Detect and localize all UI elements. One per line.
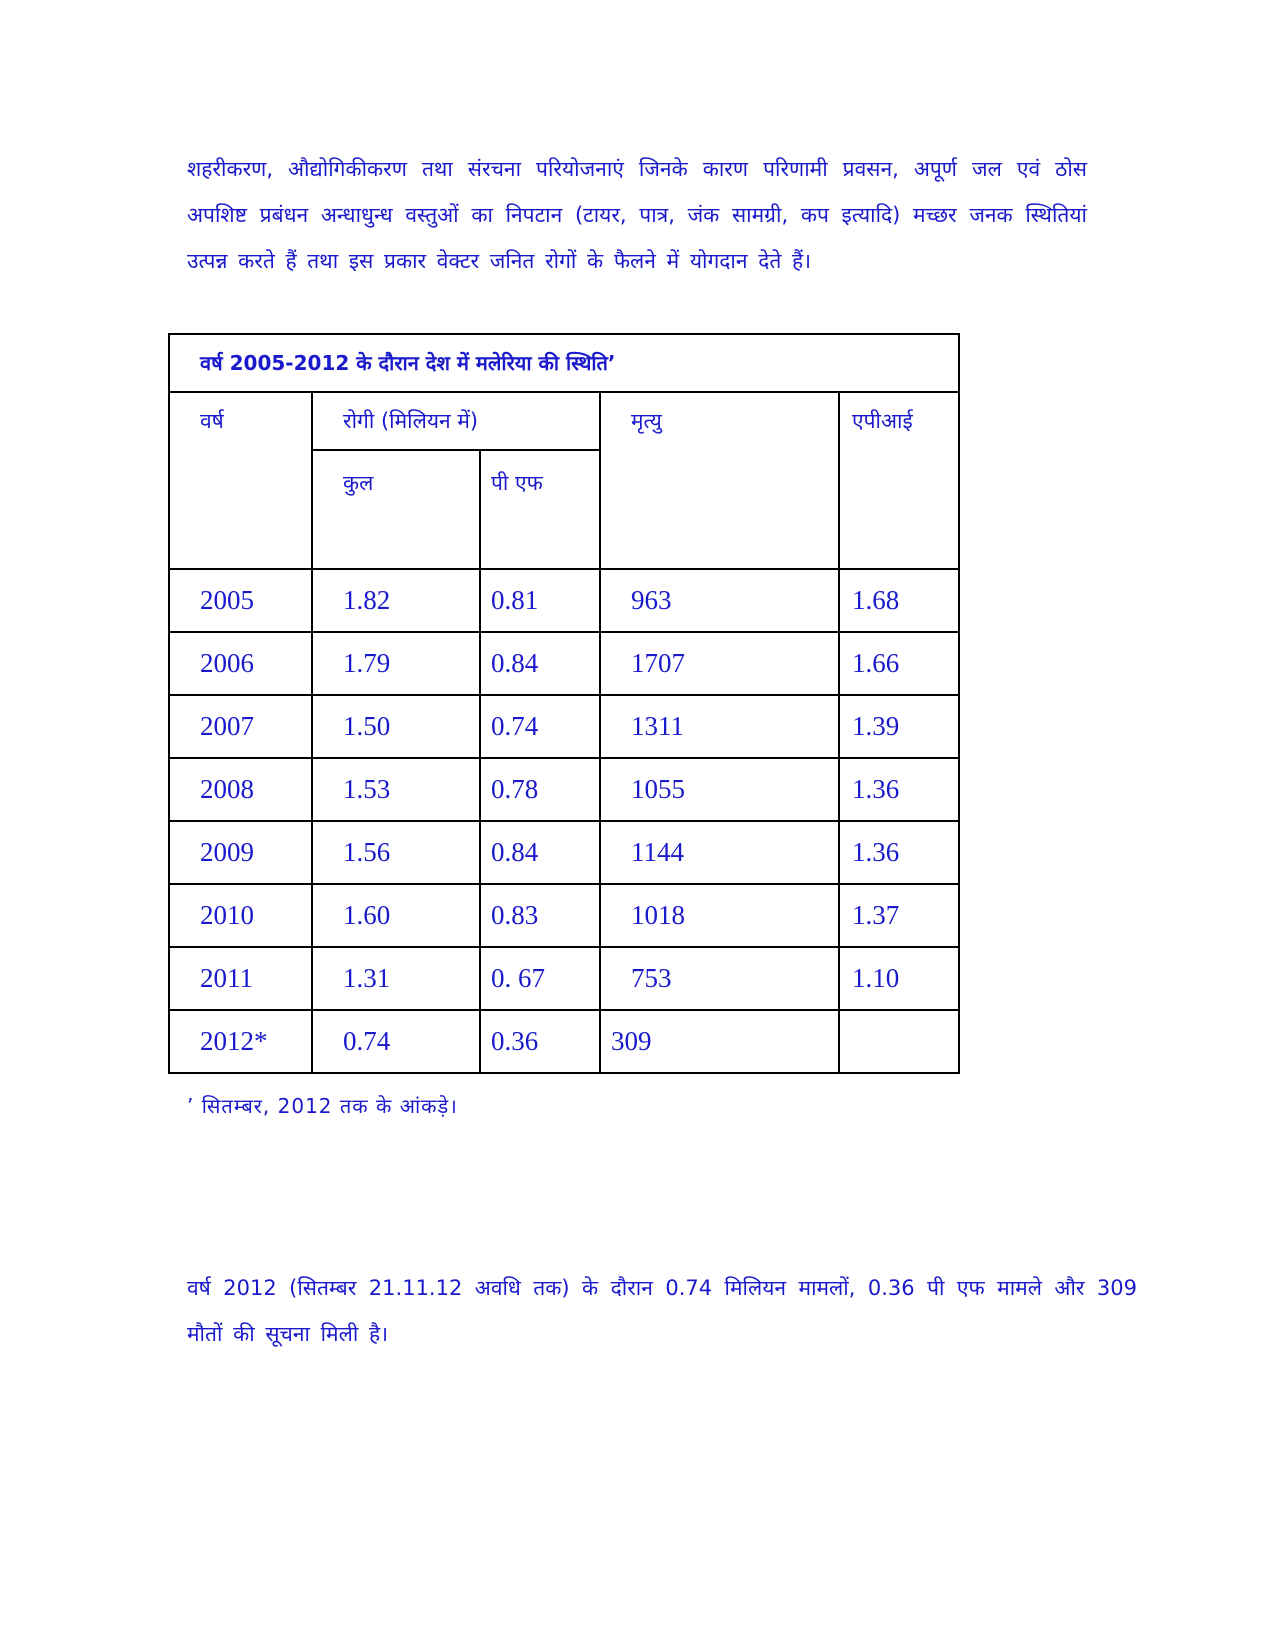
malaria-status-table: [168, 333, 960, 1074]
table-row: [169, 695, 959, 758]
cell-api: 1.37: [839, 884, 959, 947]
cell-pf: 0. 67: [480, 947, 600, 1010]
cell-deaths: 1055: [600, 758, 839, 821]
cell-deaths: 1707: [600, 632, 839, 695]
cell-deaths: 1311: [600, 695, 839, 758]
table-row: [169, 632, 959, 695]
header-api: एपीआई: [839, 392, 959, 569]
table-row: [169, 569, 959, 632]
cell-year: 2007: [169, 695, 312, 758]
cell-api: 1.36: [839, 758, 959, 821]
cell-deaths: 1018: [600, 884, 839, 947]
cell-pf: 0.84: [480, 821, 600, 884]
cell-api: [839, 1010, 959, 1073]
header-deaths: मृत्यु: [600, 392, 839, 569]
header-patients: रोगी (मिलियन में): [312, 392, 600, 450]
cell-year: 2009: [169, 821, 312, 884]
intro-paragraph: शहरीकरण, औद्योगिकीकरण तथा संरचना परियोजनाएं जिनके कारण परिणामी प्रवसन, अपूर्ण जल एवं ठोस अपशिष्ट प्रबंधन अन्धाधुन्ध वस्तुओं का निपटान (टायर, पात्र, जंक सामग्री, कप इत्यादि) मच्छर जनक स्थितियां उत्पन्न करते हैं तथा इस प्रकार वेक्टर जनित रोगों के फैलने में योगदान देते हैं।: [187, 157, 1087, 273]
cell-year: 2011: [169, 947, 312, 1010]
cell-total: 1.31: [312, 947, 480, 1010]
cell-year: 2008: [169, 758, 312, 821]
cell-year: 2005: [169, 569, 312, 632]
table-row: [169, 758, 959, 821]
table-row: [169, 947, 959, 1010]
cell-api: 1.10: [839, 947, 959, 1010]
summary-paragraph: वर्ष 2012 (सितम्बर 21.11.12 अवधि तक) के दौरान 0.74 मिलियन मामलों, 0.36 पी एफ मामले और 309 मौतों की सूचना मिली है।: [187, 1276, 1137, 1346]
table-title: वर्ष 2005-2012 के दौरान देश में मलेरिया की स्थिति’: [169, 334, 959, 392]
cell-total: 1.60: [312, 884, 480, 947]
cell-api: 1.66: [839, 632, 959, 695]
cell-pf: 0.84: [480, 632, 600, 695]
cell-total: 1.82: [312, 569, 480, 632]
cell-total: 1.50: [312, 695, 480, 758]
cell-year: 2006: [169, 632, 312, 695]
cell-api: 1.36: [839, 821, 959, 884]
cell-total: 1.79: [312, 632, 480, 695]
header-year: वर्ष: [169, 392, 312, 569]
cell-pf: 0.36: [480, 1010, 600, 1073]
cell-pf: 0.83: [480, 884, 600, 947]
cell-total: 1.56: [312, 821, 480, 884]
cell-pf: 0.81: [480, 569, 600, 632]
cell-year: 2010: [169, 884, 312, 947]
table-row: [169, 1010, 959, 1073]
table-row: [169, 884, 959, 947]
cell-deaths: 309: [600, 1010, 839, 1073]
header-pf: पी एफ: [480, 450, 600, 569]
table-footnote: ’ सितम्बर, 2012 तक के आंकड़े।: [187, 1094, 458, 1118]
cell-api: 1.68: [839, 569, 959, 632]
cell-deaths: 963: [600, 569, 839, 632]
cell-deaths: 753: [600, 947, 839, 1010]
cell-pf: 0.78: [480, 758, 600, 821]
table-row: [169, 821, 959, 884]
cell-year: 2012*: [169, 1010, 312, 1073]
cell-deaths: 1144: [600, 821, 839, 884]
cell-total: 0.74: [312, 1010, 480, 1073]
header-total: कुल: [312, 450, 480, 569]
cell-total: 1.53: [312, 758, 480, 821]
cell-api: 1.39: [839, 695, 959, 758]
cell-pf: 0.74: [480, 695, 600, 758]
